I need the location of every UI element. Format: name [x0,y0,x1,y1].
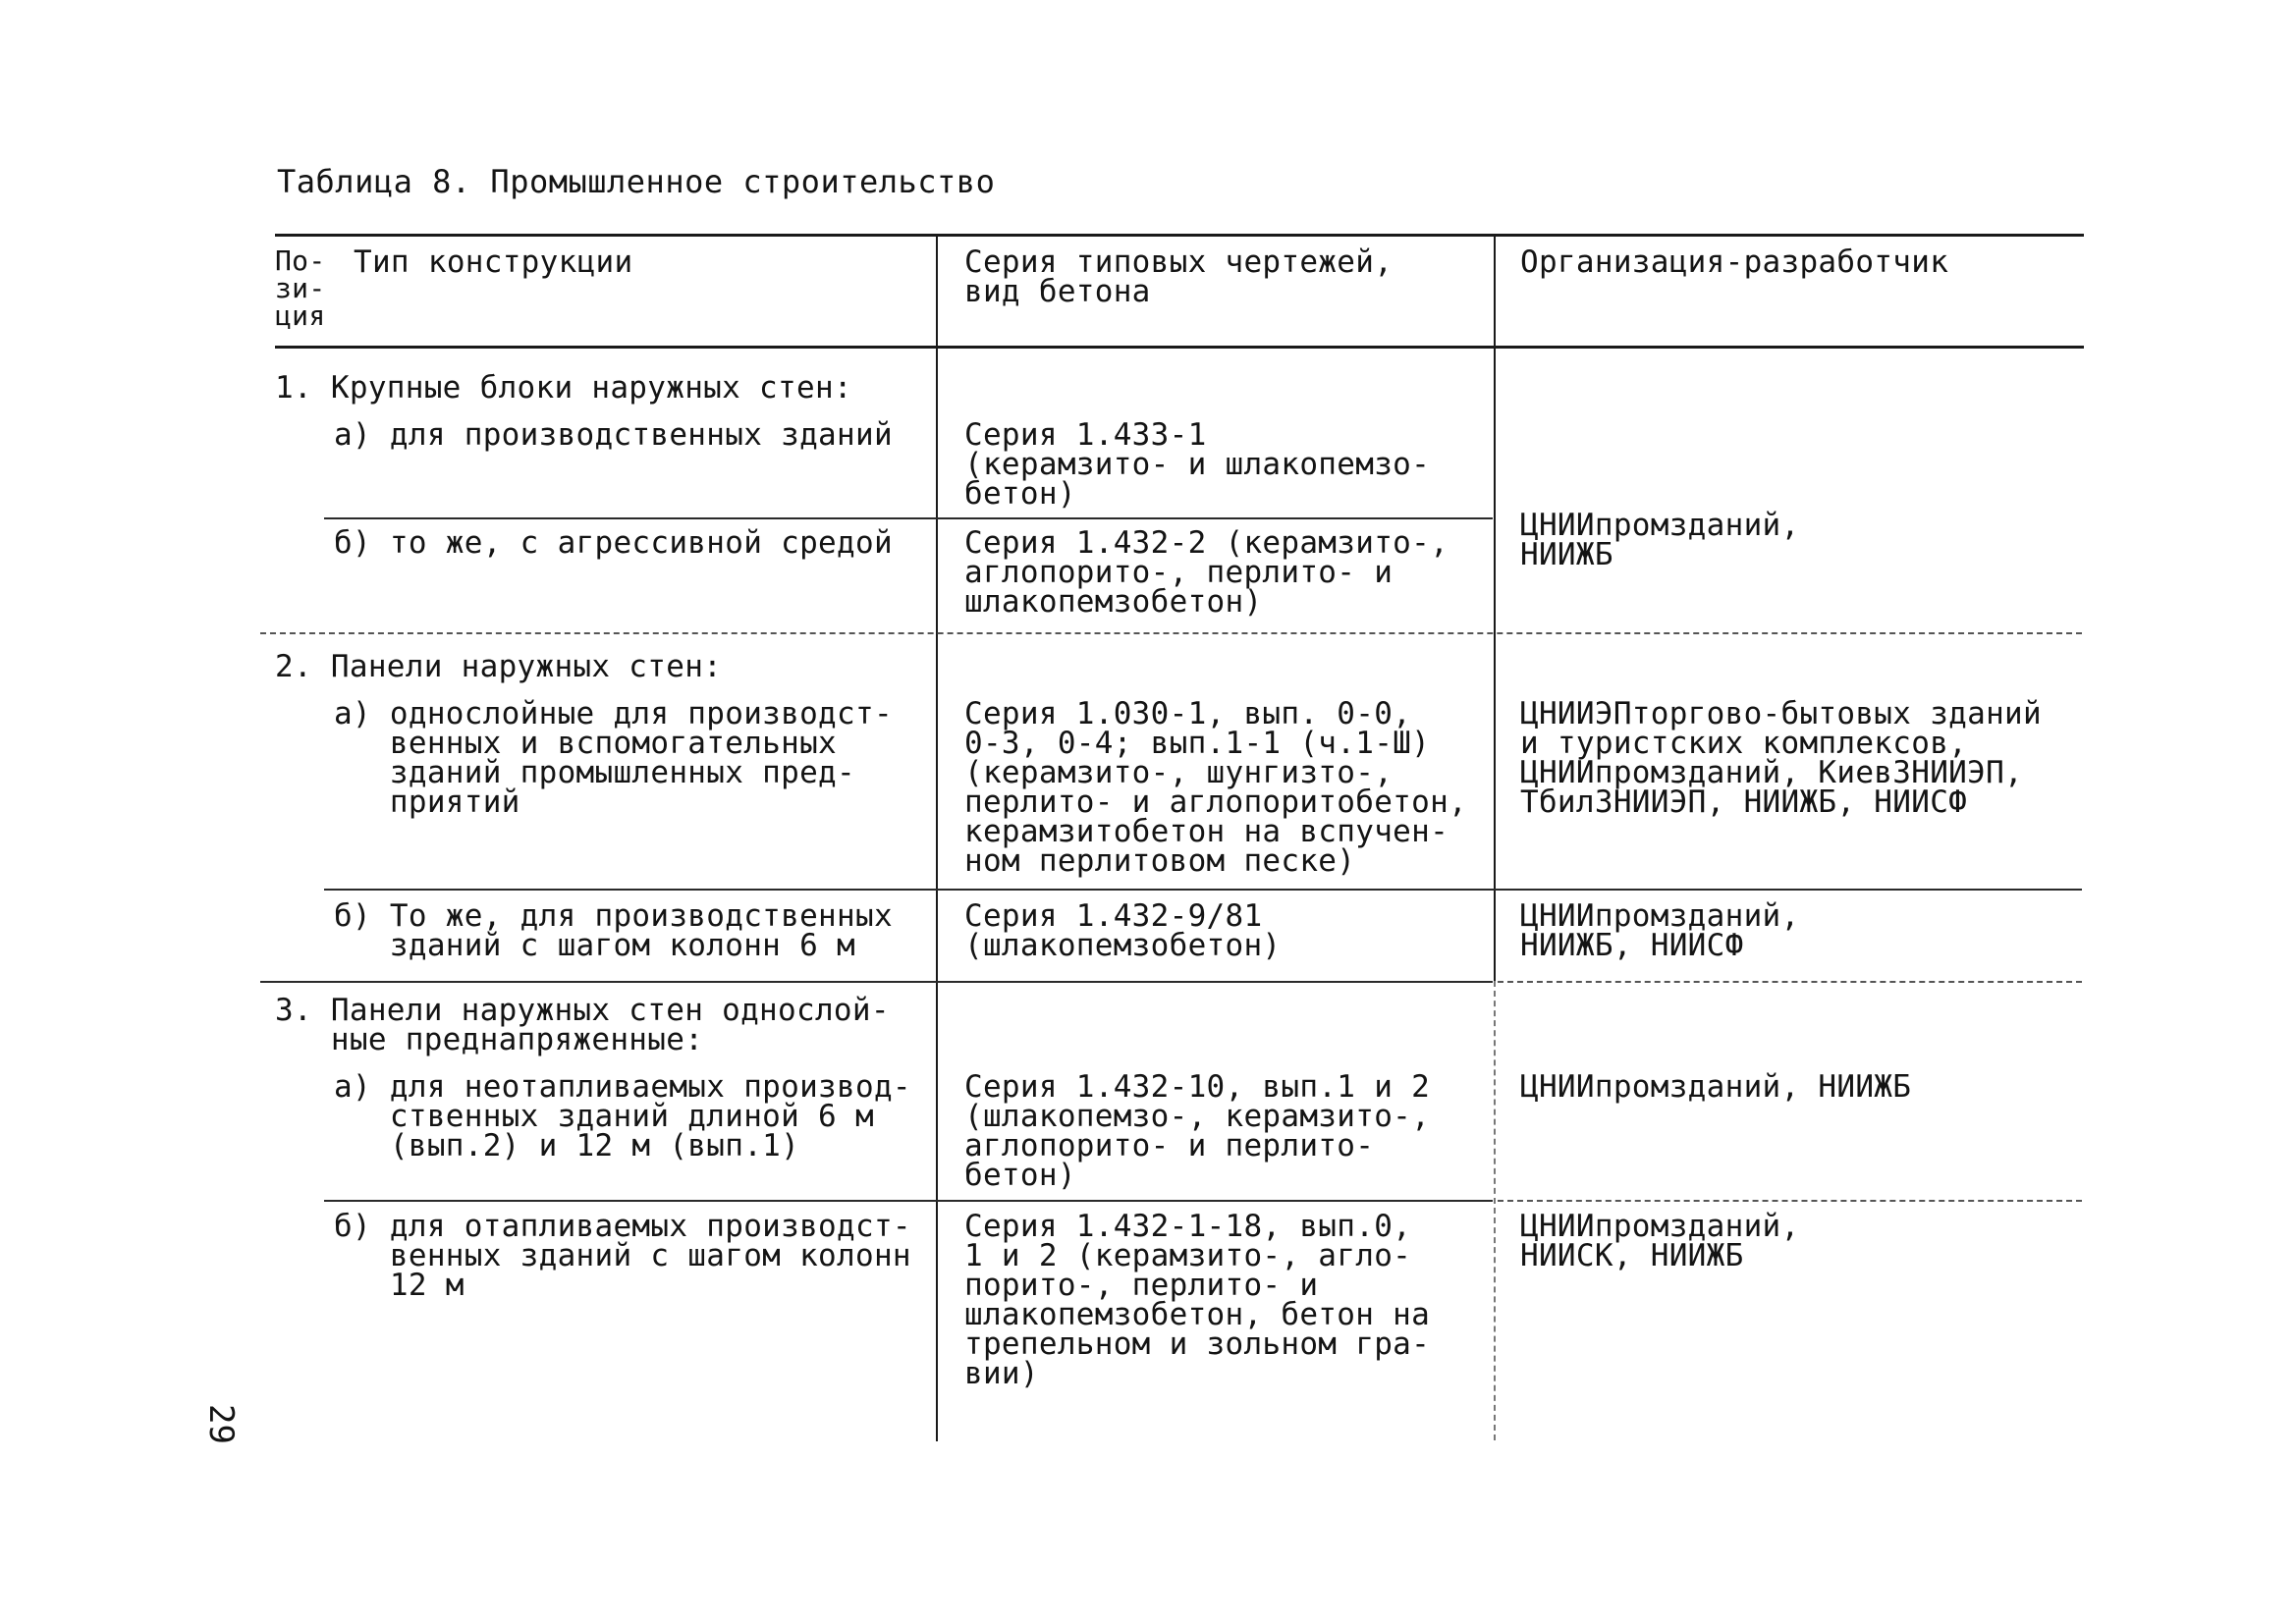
group-3-row-b-series: Серия 1.432-1-18, вып.0, 1 и 2 (керамзито-, агло- порито-, перлито- и шлакопемзобетон, бетон на трепельном и зольном гра- вии) [964,1209,1431,1391]
column-divider-2-group2 [1494,632,1496,981]
column-divider-2-group3 [1494,981,1496,1440]
group-2-row-a-organization: ЦНИИЭПторгово-бытовых зданий и туристских комплексов, ЦНИИпромзданий, КиевЗНИИЭП, ТбилЗНИИЭП, НИИЖБ, НИИСФ [1520,696,2042,820]
group-3-title: 3. Панели наружных стен однослой- ные преднапряженные: [275,993,890,1057]
group-2-row-b-organization: ЦНИИпромзданий, НИИЖБ, НИИСФ [1520,898,1800,963]
group-2-row-b-type: б) То же, для производственных зданий с шагом колонн 6 м [334,898,893,963]
group-2-title: 2. Панели наружных стен: [275,649,723,684]
group-rule-2 [260,632,2082,634]
group-rule-3-org [1498,981,2082,983]
group-1-row-b-series: Серия 1.432-2 (керамзито-, аглопорито-, перлито- и шлакопемзобетон) [964,525,1449,620]
group-1-organization: ЦНИИпромзданий, НИИЖБ [1520,508,1800,572]
header-organization: Организация-разработчик [1520,244,1949,280]
header-construction-type: Тип конструкции [354,244,633,280]
header-top-rule [275,234,2084,237]
header-series: Серия типовых чертежей, вид бетона [964,244,1394,309]
column-divider-1 [936,234,938,1441]
header-bottom-rule [275,346,2084,349]
group-1-row-a-series: Серия 1.433-1 (керамзито- и шлакопемзо- бетон) [964,417,1431,512]
group-3-row-a-series: Серия 1.432-10, вып.1 и 2 (шлакопемзо-, керамзито-, аглопорито- и перлито- бетон) [964,1069,1431,1193]
header-position: По- зи- ция [275,244,326,332]
group-2-row-a-type: а) однослойные для производст- венных и вспомогательных зданий промышленных пред- приятий [334,696,893,820]
group-1-title: 1. Крупные блоки наружных стен: [275,370,852,406]
row-rule-3b [324,1200,1493,1202]
group-2-row-b-series: Серия 1.432-9/81 (шлакопемзобетон) [964,898,1282,963]
group-3-row-a-organization: ЦНИИпромзданий, НИИЖБ [1520,1069,1912,1105]
row-rule-1b [324,517,1493,519]
column-divider-2-group1 [1494,346,1496,632]
group-3-row-b-organization: ЦНИИпромзданий, НИИСК, НИИЖБ [1520,1209,1800,1273]
row-rule-2b [324,889,2082,891]
group-3-row-a-type: а) для неотапливаемых производ- ственных зданий длиной 6 м (вып.2) и 12 м (вып.1) [334,1069,911,1163]
group-3-row-b-type: б) для отапливаемых производст- венных зданий с шагом колонн 12 м [334,1209,911,1303]
column-divider-2-header [1494,234,1496,346]
table-caption: Таблица 8. Промышленное строительство [277,163,996,200]
group-2-row-a-series: Серия 1.030-1, вып. 0-0, 0-3, 0-4; вып.1-1 (ч.1-Ш) (керамзито-, шунгизто-, перлито- и аглопоритобетон, керамзитобетон на вспучен- ном перлитовом песке) [964,696,1468,879]
group-1-row-a-type: а) для производственных зданий [334,417,893,453]
page-number [201,1394,241,1453]
row-rule-3b-org [1498,1200,2082,1202]
group-rule-3 [260,981,1493,983]
page-number-text: 29 [201,1404,241,1444]
group-1-row-b-type: б) то же, с агрессивной средой [334,525,893,561]
